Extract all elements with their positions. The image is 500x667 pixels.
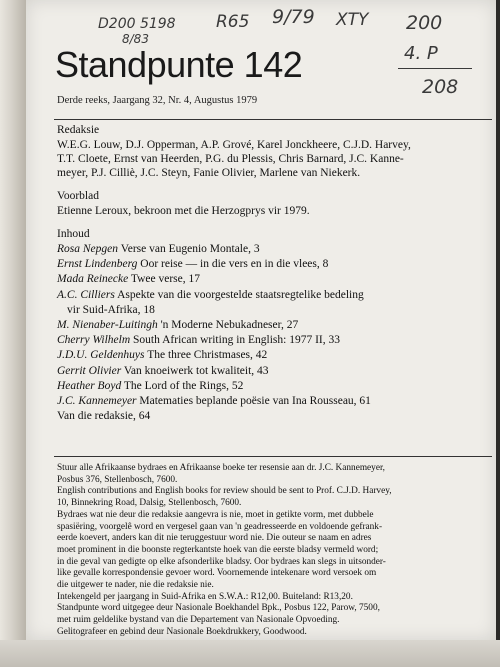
toc-title: Van knoeiwerk tot kwaliteit, 43 (123, 364, 269, 377)
info-line: eerde koevert, anders kan dit nie teruggestuur word nie. Die outeur se naam en adres (57, 533, 372, 544)
toc-author: J.C. Kannemeyer (57, 395, 137, 408)
info-line: Gelitografeer en gebind deur Nasionale Boekdrukkery, Goodwood. (57, 626, 307, 637)
handwritten-code: 9/79 (272, 6, 315, 28)
redaksie-heading: Redaksie (57, 124, 100, 136)
info-line: Standpunte word uitgegee deur Nasionale Boekhandel Bpk., Posbus 122, Parow, 7500, (57, 603, 380, 614)
handwritten-code: R65 (216, 12, 250, 32)
toc-author: A.C. Cilliers (57, 288, 115, 301)
divider (54, 456, 492, 457)
journal-page (26, 0, 496, 640)
toc-title: Aspekte van die voorgestelde staatsregtelike bedeling (117, 288, 364, 301)
handwritten-code: 208 (422, 76, 459, 98)
info-line: English contributions and English books for review should be sent to Prof. C.J.D. Harvey, (57, 486, 392, 497)
toc-item (57, 379, 487, 394)
toc-title: Van die redaksie, 64 (57, 410, 151, 423)
handwritten-code: D200 5198 (98, 16, 176, 32)
info-line: Bydraes wat nie deur die redaksie aangevra is nie, moet in getikte vorm, met dubbele (57, 509, 374, 520)
toc-title: Twee verse, 17 (130, 273, 200, 286)
table-of-contents (57, 242, 487, 424)
voorblad-heading: Voorblad (57, 190, 99, 202)
redaksie-line: W.E.G. Louw, D.J. Opperman, A.P. Grové, Karel Jonckheere, C.J.D. Harvey, (57, 139, 411, 151)
toc-title: Matematies beplande poësie van Ina Rousseau, 61 (139, 395, 371, 408)
inhoud-heading: Inhoud (57, 228, 90, 240)
toc-author: Heather Boyd (57, 379, 122, 392)
redaksie-line: meyer, P.J. Cilliè, J.C. Steyn, Fanie Olivier, Marlene van Niekerk. (57, 167, 361, 179)
toc-author: M. Nienaber-Luitingh (57, 319, 158, 332)
toc-item (57, 288, 487, 303)
redaksie-list (57, 138, 411, 180)
issue-subtitle: Derde reeks, Jaargang 32, Nr. 4, Augustus 1979 (57, 95, 258, 106)
toc-item (57, 394, 487, 409)
journal-title: Standpunte 142 (55, 44, 303, 85)
toc-author: J.D.U. Geldenhuys (57, 349, 145, 362)
toc-title: The Lord of the Rings, 52 (123, 379, 244, 392)
info-line: Stuur alle Afrikaanse bydraes en Afrikaanse boeke ter resensie aan dr. J.C. Kannemeyer, (57, 463, 385, 473)
toc-author: Rosa Nepgen (57, 243, 119, 255)
info-line: spasiëring, voorgelê word en vergesel gaan van 'n geadresseerde en voldoende gefrank- (57, 521, 383, 532)
handwritten-code: 8/83 (122, 32, 149, 46)
toc-item (57, 242, 487, 257)
book-edge (0, 640, 500, 667)
redaksie-line: T.T. Cloete, Ernst van Heerden, P.G. du Plessis, Chris Barnard, J.C. Kanne- (57, 153, 404, 165)
toc-title: Oor reise — in die vers en in die vlees, 8 (140, 258, 329, 271)
publication-info (57, 463, 489, 639)
info-line: in die geval van gedigte op elke afsonderlike bladsy. Oor bydraes kan slegs in uitsonder- (57, 556, 386, 567)
info-line: moet prominent in die boonste regterkantste hoek van die eerste bladsy vermeld word; (57, 544, 379, 555)
handwritten-code: 4. P (404, 43, 438, 64)
voorblad-text: Etienne Leroux, bekroon met die Herzogprys vir 1979. (57, 205, 310, 217)
toc-title: South African writing in English: 1977 II, 33 (133, 334, 341, 347)
divider (54, 119, 492, 120)
toc-item (57, 318, 487, 333)
toc-item (57, 333, 487, 348)
info-line: die uitgewer te nader, nie die redaksie nie. (57, 580, 214, 591)
toc-item (57, 409, 487, 424)
handwritten-code: 200 (406, 12, 443, 34)
info-line: like gevalle korrespondensie gevoer word. Voornemende intekenare word versoek om (57, 568, 377, 579)
handwritten-underline (398, 68, 472, 69)
info-line: met ruim geldelike bystand van die Departement van Nasionale Opvoeding. (57, 615, 340, 626)
info-line: Posbus 376, Stellenbosch, 7600. (57, 474, 178, 485)
toc-title: 'n Moderne Nebukadneser, 27 (160, 319, 299, 332)
toc-item (57, 272, 487, 287)
toc-item-continued (57, 303, 487, 318)
toc-author: Cherry Wilhelm (57, 334, 131, 347)
handwritten-code: XTY (336, 10, 369, 30)
toc-title: The three Christmases, 42 (147, 349, 268, 362)
info-line: 10, Binnekring Road, Dalsig, Stellenbosch, 7600. (57, 498, 242, 509)
info-line: Intekengeld per jaargang in Suid-Afrika en S.W.A.: R12,00. Buiteland: R13,20. (57, 591, 353, 602)
toc-item (57, 364, 487, 379)
toc-author: Mada Reinecke (57, 273, 129, 286)
toc-item (57, 257, 487, 272)
toc-item (57, 348, 487, 363)
toc-title: vir Suid-Afrika, 18 (67, 303, 155, 316)
toc-author: Ernst Lindenberg (57, 258, 138, 271)
toc-title: Verse van Eugenio Montale, 3 (120, 243, 260, 255)
toc-author: Gerrit Olivier (57, 364, 122, 377)
book-spine (0, 0, 26, 667)
